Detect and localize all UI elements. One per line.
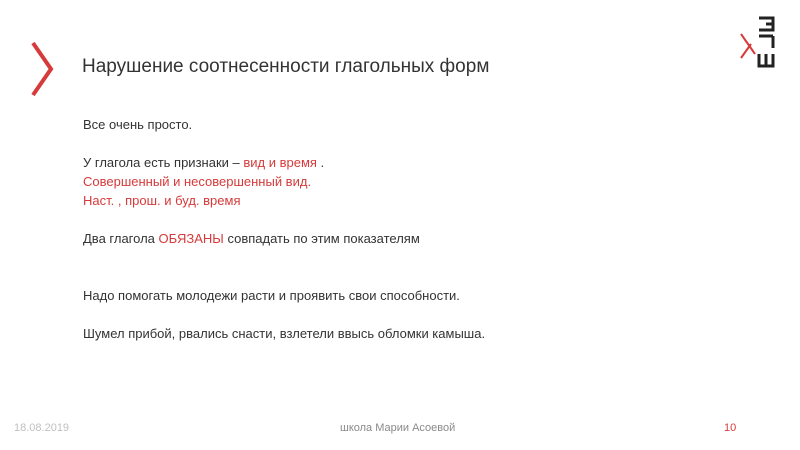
chevron-right-icon bbox=[30, 40, 54, 98]
rule-highlight: ОБЯЗАНЫ bbox=[158, 231, 224, 246]
features-highlight: вид и время bbox=[243, 155, 317, 170]
aspect-line: Совершенный и несовершенный вид. bbox=[83, 174, 312, 189]
features-line bbox=[83, 153, 485, 172]
footer-school: школа Марии Асоевой bbox=[340, 422, 456, 434]
example-sentence-2: Шумел прибой, рвались снасти, взлетели ввысь обломки камыша. bbox=[83, 326, 486, 341]
example-sentence-1: Надо помогать молодежи расти и проявить свои способности. bbox=[83, 288, 460, 303]
rule-line bbox=[83, 229, 485, 248]
page-number: 10 bbox=[724, 422, 737, 434]
features-prefix: У глагола есть признаки – bbox=[83, 155, 244, 170]
tense-line: Наст. , прош. и буд. время bbox=[83, 193, 241, 208]
ege-logo-icon bbox=[737, 14, 777, 68]
rule-suffix: совпадать по этим показателям bbox=[223, 231, 420, 246]
slide-body bbox=[83, 115, 485, 343]
slide-title: Нарушение соотнесенности глагольных форм bbox=[82, 56, 490, 77]
features-suffix: . bbox=[316, 155, 325, 170]
intro-line: Все очень просто. bbox=[83, 117, 193, 132]
rule-prefix: Два глагола bbox=[83, 231, 159, 246]
footer-date: 18.08.2019 bbox=[14, 422, 70, 434]
